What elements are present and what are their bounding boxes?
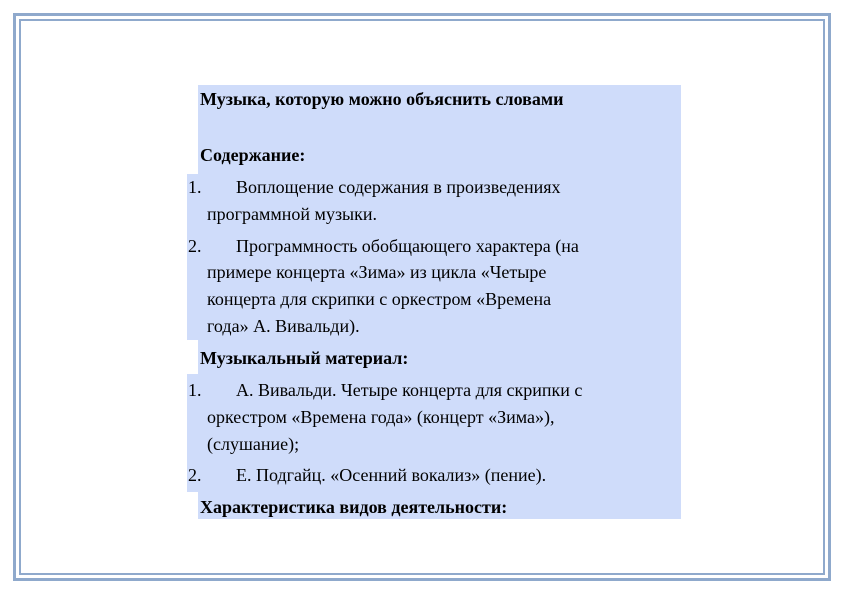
- list-item-line: года» А. Вивальди).: [207, 316, 360, 336]
- list-item-line: Е. Подгайц. «Осенний вокализ» (пение).: [236, 465, 547, 485]
- document-title: Музыка, которую можно объяснить словами: [200, 89, 564, 109]
- list-item-line: программной музыки.: [207, 204, 378, 224]
- list-item-line: примере концерта «Зима» из цикла «Четыре: [207, 262, 547, 282]
- list-item-line: Воплощение содержания в произведениях: [236, 177, 561, 197]
- list-item-line: концерта для скрипки с оркестром «Времена: [207, 289, 552, 309]
- list-item-line: Программность обобщающего характера (на: [236, 236, 579, 256]
- list-number: 2.: [188, 465, 202, 485]
- list-item-line: (слушание);: [207, 434, 300, 454]
- material-heading: Музыкальный материал:: [200, 348, 409, 368]
- content-heading: Содержание:: [200, 145, 306, 165]
- list-number: 1.: [188, 380, 202, 400]
- list-number: 2.: [188, 236, 202, 256]
- list-item-line: А. Вивальди. Четыре концерта для скрипки с: [236, 380, 583, 400]
- list-number: 1.: [188, 177, 202, 197]
- activity-heading: Характеристика видов деятельности:: [200, 497, 508, 517]
- highlight-gap: [187, 340, 198, 374]
- list-item-line: оркестром «Времена года» (концерт «Зима»),: [207, 407, 555, 427]
